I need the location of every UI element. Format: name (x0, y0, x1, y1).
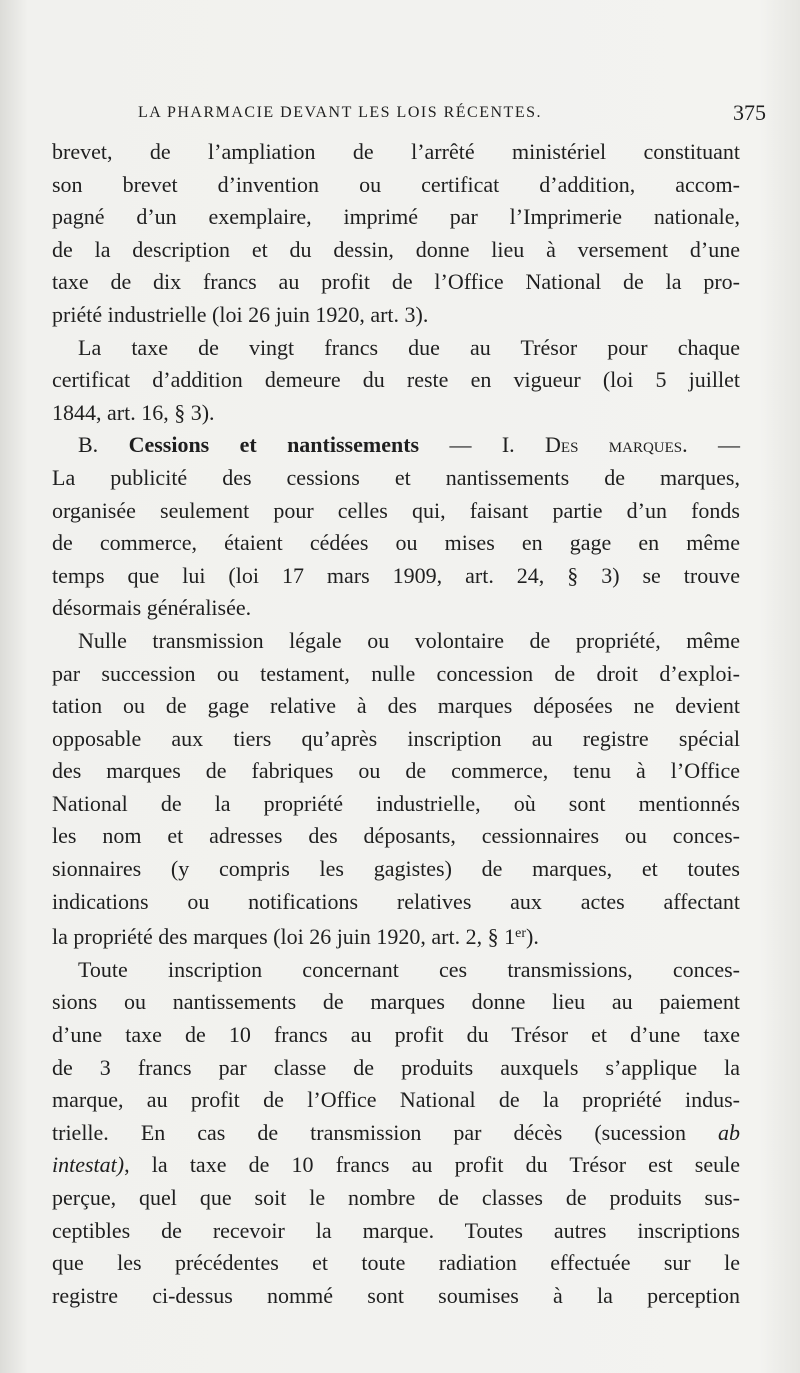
section-label: B. (78, 432, 99, 458)
section-title: Cessions et nantissements (128, 432, 420, 458)
text-line: priété industrielle (loi 26 juin 1920, art. 3). (52, 301, 429, 327)
text-line: tation ou de gage relative à des marques déposées ne devient (52, 693, 740, 719)
text-line: par succession ou testament, nulle concession de droit d’exploi- (52, 660, 740, 686)
text-line: indications ou notifications relatives aux actes affectant (52, 888, 740, 914)
text-line: 1844, art. 16, § 3). (52, 399, 215, 425)
superscript: er (515, 926, 527, 942)
text-line: de la description et du dessin, donne lieu à versement d’une (52, 236, 740, 262)
text-line: que les précédentes et toute radiation effectuée sur le (52, 1250, 740, 1276)
text-line: taxe de dix francs au profit de l’Office National de la pro- (52, 269, 740, 295)
text-line: les nom et adresses des déposants, cessionnaires ou conces- (52, 823, 740, 849)
text-line: de 3 francs par classe de produits auxquels s’applique la (52, 1054, 740, 1080)
section-paragraph (52, 429, 740, 625)
italic-term: ab (718, 1119, 741, 1145)
text-line (52, 1149, 740, 1182)
heading-dash: — (449, 432, 472, 458)
text-line: marque, au profit de l’Office National de la propriété indus- (52, 1087, 740, 1113)
subsection-title: I. Des marques. (501, 432, 688, 458)
text-line: perçue, quel que soit le nombre de classes de produits sus- (52, 1185, 740, 1210)
text-fragment: trielle. En cas de transmission par décès (sucession (52, 1119, 686, 1145)
text-line: sionnaires (y compris les gagistes) de marques, et toutes (52, 856, 740, 882)
paragraph (52, 625, 740, 954)
text-fragment: , la taxe de 10 francs au profit du Trésor est seule (124, 1152, 740, 1178)
text-line: La taxe de vingt francs due au Trésor pour chaque (78, 334, 740, 360)
text-line: sions ou nantissements de marques donne lieu au paiement (52, 989, 740, 1015)
page-header (138, 100, 766, 130)
paragraph (52, 136, 740, 332)
text-line: brevet, de l’ampliation de l’arrêté ministériel constituant (52, 139, 740, 164)
text-line: pagné d’un exemplaire, imprimé par l’Imprimerie nationale, (52, 204, 740, 230)
text-line: certificat d’addition demeure du reste en vigueur (loi 5 juillet (52, 367, 740, 393)
paragraph (52, 332, 740, 430)
text-line: National de la propriété industrielle, où sont mentionnés (52, 790, 740, 816)
page-number: 375 (733, 100, 766, 125)
italic-term: intestat) (52, 1152, 125, 1178)
text-line: Nulle transmission légale ou volontaire de propriété, même (78, 627, 740, 653)
text-line: opposable aux tiers qu’après inscription au registre spécial (52, 725, 740, 751)
section-heading (52, 429, 740, 462)
text-line: son brevet d’invention ou certificat d’addition, accom- (52, 171, 740, 197)
running-title: LA PHARMACIE DEVANT LES LOIS RÉCENTES. (138, 104, 542, 121)
text-line: ceptibles de recevoir la marque. Toutes autres inscriptions (52, 1217, 740, 1243)
text-line (52, 1117, 740, 1150)
text-line: Toute inscription concernant ces transmissions, conces- (78, 956, 740, 982)
text-fragment: la propriété des marques (loi 26 juin 1920, art. 2, § 1 (52, 924, 516, 950)
text-line: organisée seulement pour celles qui, faisant partie d’un fonds (52, 497, 740, 523)
text-line (52, 918, 740, 954)
text-line: La publicité des cessions et nantissements de marques, (52, 464, 740, 490)
text-line: de commerce, étaient cédées ou mises en gage en même (52, 530, 740, 556)
text-fragment: ). (526, 924, 539, 950)
text-line: des marques de fabriques ou de commerce, tenu à l’Office (52, 758, 740, 784)
body-text (52, 136, 740, 1312)
paragraph (52, 954, 740, 1313)
text-line: désormais généralisée. (52, 595, 252, 621)
heading-dash: — (718, 432, 741, 458)
text-line: d’une taxe de 10 francs au profit du Trésor et d’une taxe (52, 1022, 740, 1048)
text-line: temps que lui (loi 17 mars 1909, art. 24, § 3) se trouve (52, 562, 740, 588)
text-line: registre ci-dessus nommé sont soumises à la perception (52, 1282, 740, 1308)
